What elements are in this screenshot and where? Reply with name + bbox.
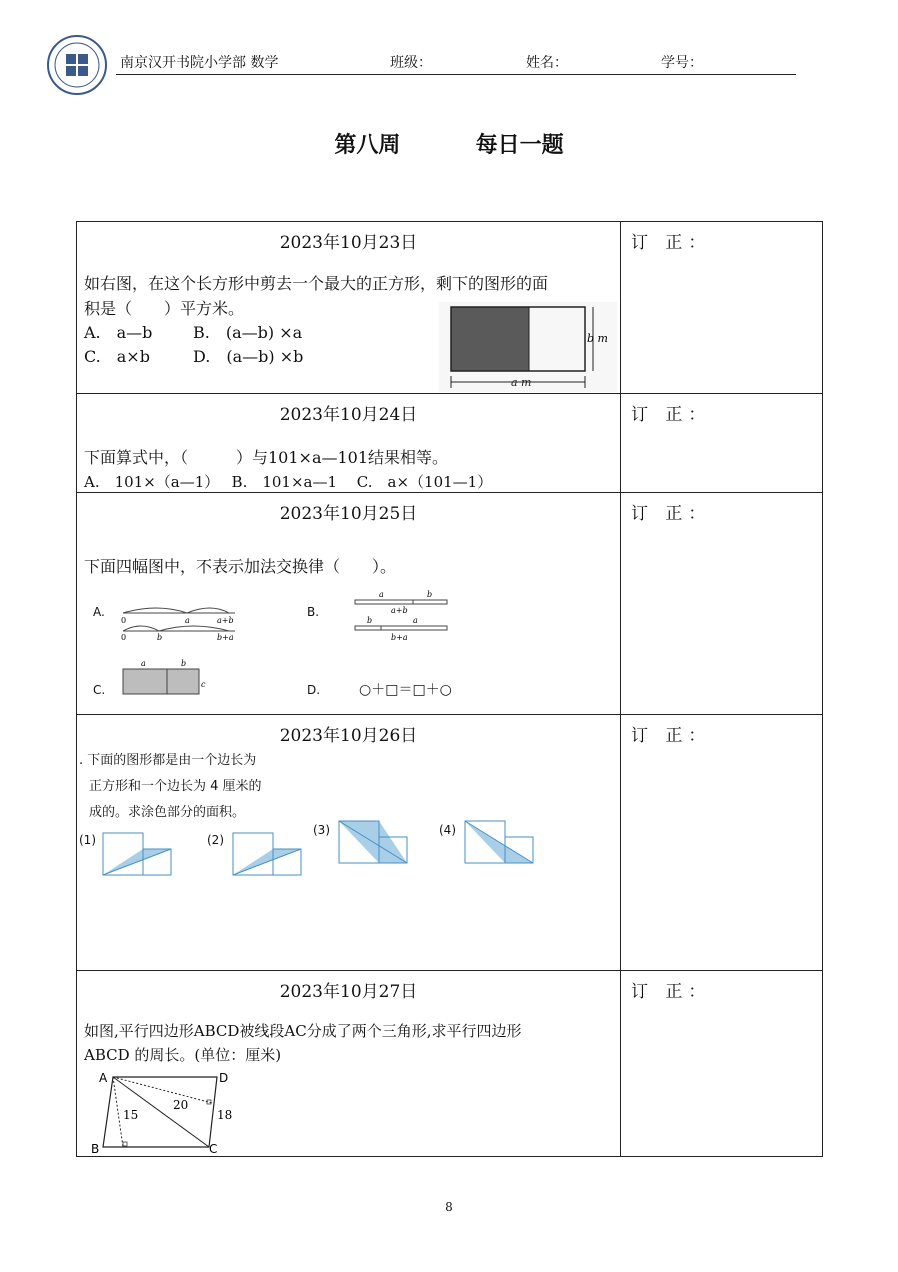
problem-text: 下面四幅图中，不表示加法交换律（ ）。 bbox=[84, 557, 397, 576]
svg-text:C: C bbox=[209, 1142, 218, 1155]
height-label: b m bbox=[587, 332, 608, 345]
correction-label: 订 正： bbox=[631, 233, 712, 253]
parallelogram-figure bbox=[91, 1069, 241, 1155]
svg-text:b: b bbox=[181, 659, 187, 668]
svg-text:a+b: a+b bbox=[217, 616, 234, 625]
problem-text: 如右图，在这个长方形中剪去一个最大的正方形，剩下的图形的面 bbox=[84, 274, 549, 293]
number-line-figure bbox=[117, 597, 247, 641]
svg-text:15: 15 bbox=[123, 1108, 139, 1122]
problem-text: 如图,平行四边形ABCD被线段AC分成了两个三角形,求平行四边形 bbox=[84, 1022, 522, 1040]
correction-label: 订 正： bbox=[631, 726, 712, 746]
table-row bbox=[77, 971, 823, 1157]
correction-label: 订 正： bbox=[631, 982, 712, 1002]
problem-cell bbox=[77, 222, 621, 394]
problem-cell bbox=[77, 715, 621, 971]
square-figure-1 bbox=[101, 831, 175, 877]
problem-date: 2023年10月25日 bbox=[279, 504, 418, 524]
svg-text:c: c bbox=[201, 680, 206, 689]
rectangle-figure bbox=[439, 302, 617, 392]
problem-text: 正方形和一个边长为 4 厘米的 bbox=[89, 779, 262, 794]
problem-cell bbox=[77, 971, 621, 1157]
svg-text:A: A bbox=[99, 1071, 108, 1085]
figure-label-1: (1) bbox=[79, 833, 96, 847]
svg-text:a: a bbox=[379, 590, 384, 599]
correction-cell bbox=[621, 493, 823, 715]
correction-label: 订 正： bbox=[631, 405, 712, 425]
problem-table bbox=[76, 221, 823, 1157]
table-row bbox=[77, 715, 823, 971]
svg-text:D: D bbox=[219, 1071, 229, 1085]
option-b-label: B. bbox=[307, 605, 320, 619]
problem-date: 2023年10月27日 bbox=[279, 982, 418, 1002]
svg-text:0: 0 bbox=[121, 616, 127, 625]
rectangle-area-figure bbox=[117, 657, 217, 697]
table-row bbox=[77, 493, 823, 715]
page-title bbox=[0, 128, 898, 159]
problem-text: 成的。求涂色部分的面积。 bbox=[89, 805, 246, 820]
title-week: 第八周 bbox=[334, 133, 401, 158]
problem-text: . 下面的图形都是由一个边长为 bbox=[79, 753, 257, 768]
problem-cell bbox=[77, 493, 621, 715]
svg-text:a: a bbox=[413, 616, 418, 625]
correction-cell bbox=[621, 222, 823, 394]
problem-date: 2023年10月23日 bbox=[279, 233, 418, 253]
problem-date: 2023年10月24日 bbox=[279, 405, 418, 425]
page-header bbox=[46, 34, 796, 98]
svg-text:a: a bbox=[141, 659, 146, 668]
square-figure-3 bbox=[337, 819, 411, 865]
option-a-label: A. bbox=[93, 605, 105, 619]
figure-label-4: (4) bbox=[439, 823, 456, 837]
svg-text:B: B bbox=[91, 1142, 100, 1155]
svg-text:b: b bbox=[157, 633, 163, 641]
problem-text: ABCD 的周长。(单位：厘米) bbox=[84, 1046, 282, 1064]
square-figure-4 bbox=[463, 819, 537, 865]
option-c-label: C. bbox=[93, 683, 106, 697]
problem-text: 积是（ ）平方米。 bbox=[84, 299, 245, 318]
correction-label: 订 正： bbox=[631, 504, 712, 524]
figure-label-2: (2) bbox=[207, 833, 224, 847]
correction-cell bbox=[621, 715, 823, 971]
problem-date: 2023年10月26日 bbox=[279, 726, 418, 746]
table-row bbox=[77, 394, 823, 493]
figure-label-3: (3) bbox=[313, 823, 330, 837]
shape-equation: ○＋□＝□＋○ bbox=[359, 682, 452, 698]
title-subtitle: 每日一题 bbox=[475, 133, 564, 158]
option-b: B. (a—b) ×a bbox=[193, 323, 303, 342]
correction-cell bbox=[621, 394, 823, 493]
problem-cell bbox=[77, 394, 621, 493]
class-label: 班级： bbox=[390, 55, 432, 71]
option-c: C. a×b bbox=[84, 347, 150, 366]
school-name: 南京汉开书院小学部 数学 bbox=[120, 55, 279, 71]
svg-text:b+a: b+a bbox=[217, 633, 234, 641]
bar-model-figure bbox=[347, 589, 457, 645]
svg-text:b: b bbox=[367, 616, 373, 625]
table-row bbox=[77, 222, 823, 394]
option-d: D. (a—b) ×b bbox=[193, 347, 304, 366]
options-line: A. 101×（a—1） B. 101×a—1 C. a×（101—1） bbox=[84, 473, 493, 491]
svg-text:b+a: b+a bbox=[391, 633, 408, 642]
correction-cell bbox=[621, 971, 823, 1157]
option-d-label: D. bbox=[307, 683, 321, 697]
svg-text:20: 20 bbox=[173, 1098, 189, 1112]
problem-text: 下面算式中，（ ）与101×a—101结果相等。 bbox=[84, 448, 449, 467]
svg-text:a+b: a+b bbox=[391, 606, 408, 615]
svg-text:18: 18 bbox=[217, 1108, 233, 1122]
name-label: 姓名： bbox=[526, 55, 568, 71]
square-figure-2 bbox=[231, 831, 305, 877]
header-rule bbox=[116, 74, 796, 75]
svg-text:b: b bbox=[427, 590, 433, 599]
page-number: 8 bbox=[445, 1200, 453, 1214]
option-a: A. a—b bbox=[84, 323, 153, 342]
student-id-label: 学号： bbox=[661, 55, 703, 71]
school-logo bbox=[46, 34, 108, 96]
width-label: a m bbox=[511, 376, 532, 389]
svg-text:0: 0 bbox=[121, 633, 127, 641]
svg-text:a: a bbox=[185, 616, 190, 625]
